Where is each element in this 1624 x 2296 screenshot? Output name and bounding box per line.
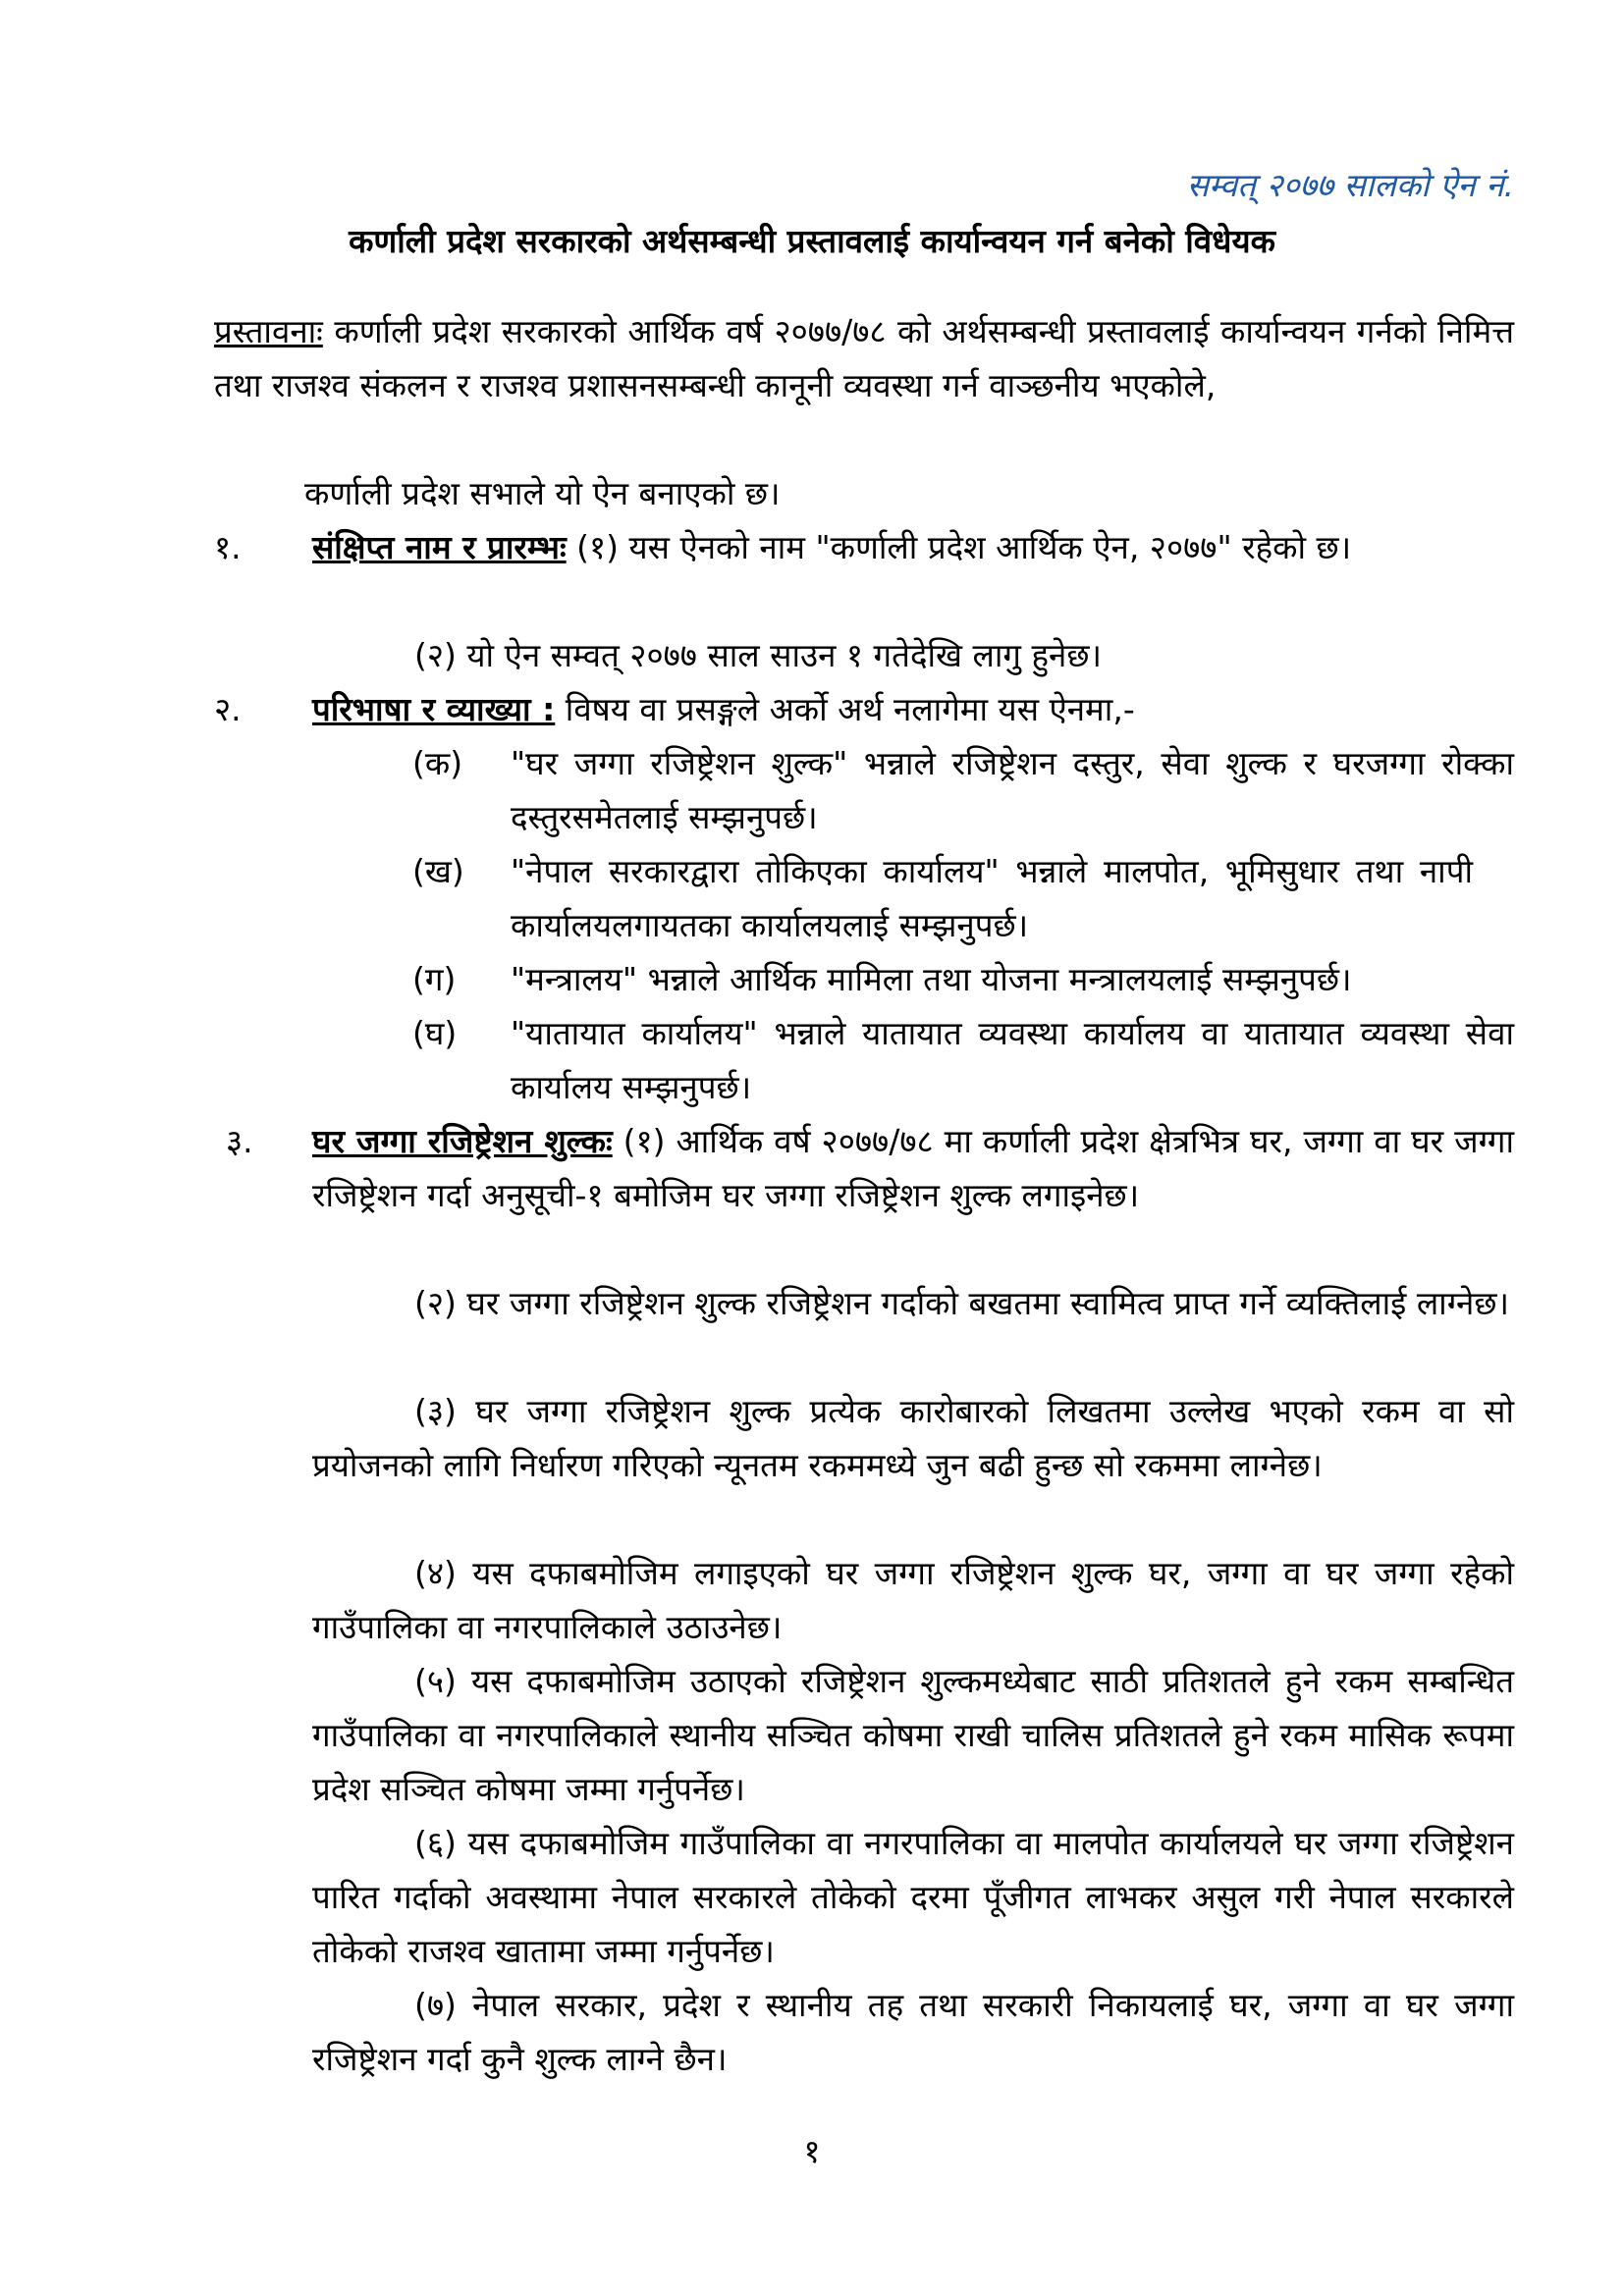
section-3-sub-6: (६) यस दफाबमोजिम गाउँपालिका वा नगरपालिका वा मालपोत कार्यालयले घर जग्गा रजिष्ट्रेशन पारित गर्दाको अवस्थामा नेपाल सरकारले तोकेको दरमा पूँजीगत लाभकर असुल गरी नेपाल सरकारले तोकेको राजश्व खातामा जम्मा गर्नुपर्नेछ। (312, 1824, 1514, 1970)
section-heading: परिभाषा र व्याख्या : (312, 690, 556, 728)
definition-text: "यातायात कार्यालय" भन्नाले यातायात व्यवस्था कार्यालय वा यातायात व्यवस्था सेवा कार्यालय सम्झनुपर्छ। (511, 1014, 1514, 1106)
enactment-clause: कर्णाली प्रदेश सभाले यो ऐन बनाएको छ। (304, 474, 781, 512)
section-3-sub-2: (२) घर जग्गा रजिष्ट्रेशन शुल्क रजिष्ट्रेशन गर्दाको बखतमा स्वामित्व प्राप्त गर्ने व्यक्तिलाई लाग्नेछ। (414, 1284, 1509, 1322)
section-3-sub-4: (४) यस दफाबमोजिम लगाइएको घर जग्गा रजिष्ट्रेशन शुल्क घर, जग्गा वा घर जग्गा रहेको गाउँपालिका वा नगरपालिकाले उठाउनेछ। (312, 1554, 1514, 1646)
section-3-sub-5: (५) यस दफाबमोजिम उठाएको रजिष्ट्रेशन शुल्कमध्येबाट साठी प्रतिशतले हुने रकम सम्बन्धित गाउँपालिका वा नगरपालिकाले स्थानीय सञ्चित कोषमा राखी चालिस प्रतिशतले हुने रकम मासिक रूपमा प्रदेश सञ्चित कोषमा जम्मा गर्नुपर्नेछ। (312, 1662, 1514, 1808)
section-3-sub-3: (३) घर जग्गा रजिष्ट्रेशन शुल्क प्रत्येक कारोबारको लिखतमा उल्लेख भएको रकम वा सो प्रयोजनको लागि निर्धारण गरिएको न्यूनतम रकममध्ये जुन बढी हुन्छ सो रकममा लाग्नेछ। (312, 1392, 1514, 1484)
section-text: (१) आर्थिक वर्ष २०७७/७८ मा कर्णाली प्रदेश क्षेत्रभित्र घर, जग्गा वा घर जग्गा रजिष्ट्रेशन गर्दा अनुसूची-१ बमोजिम घर जग्गा रजिष्ट्रेशन शुल्क लगाइनेछ। (312, 1122, 1514, 1214)
section-number: १. (214, 528, 242, 566)
section-text: विषय वा प्रसङ्गले अर्को अर्थ नलागेमा यस ऐनमा,- (555, 690, 1135, 728)
definition-label: (क) (412, 744, 463, 782)
section-number: ३. (226, 1122, 253, 1160)
section-text: (१) यस ऐनको नाम "कर्णाली प्रदेश आर्थिक ऐन, २०७७" रहेको छ। (566, 528, 1352, 566)
section-heading: संक्षिप्त नाम र प्रारम्भः (312, 528, 567, 566)
definition-text: "मन्त्रालय" भन्नाले आर्थिक मामिला तथा योजना मन्त्रालयलाई सम्झनुपर्छ। (511, 960, 1352, 998)
definition-label: (ग) (412, 960, 457, 998)
page-number: १ (803, 2132, 821, 2170)
definition-text: "घर जग्गा रजिष्ट्रेशन शुल्क" भन्नाले रजिष्ट्रेशन दस्तुर, सेवा शुल्क र घरजग्गा रोक्का दस्तुरसमेतलाई सम्झनुपर्छ। (511, 744, 1514, 836)
act-number: सम्वत् २०७७ सालको ऐन नं. (1186, 166, 1514, 204)
definition-text: "नेपाल सरकारद्वारा तोकिएका कार्यालय" भन्नाले मालपोत, भूमिसुधार तथा नापी कार्यालयलगायतका कार्यालयलाई सम्झनुपर्छ। (511, 852, 1473, 944)
definition-label: (घ) (412, 1014, 458, 1052)
preamble (214, 304, 1514, 412)
section-heading: घर जग्गा रजिष्ट्रेशन शुल्कः (312, 1122, 613, 1160)
section-1-sub-2: (२) यो ऐन सम्वत् २०७७ साल साउन १ गतेदेखि लागु हुनेछ। (414, 636, 1102, 674)
section-3-sub-7: (७) नेपाल सरकार, प्रदेश र स्थानीय तह तथा सरकारी निकायलाई घर, जग्गा वा घर जग्गा रजिष्ट्रेशन गर्दा कुनै शुल्क लाग्ने छैन। (312, 1986, 1514, 2078)
preamble-text: कर्णाली प्रदेश सरकारको आर्थिक वर्ष २०७७/७८ को अर्थसम्बन्धी प्रस्तावलाई कार्यान्वयन गर्नको निमित्त तथा राजश्व संकलन र राजश्व प्रशासनसम्बन्धी कानूनी व्यवस्था गर्न वाञ्छनीय भएकोले, (214, 312, 1514, 404)
document-title: कर्णाली प्रदेश सरकारको अर्थसम्बन्धी प्रस्तावलाई कार्यान्वयन गर्न बनेको विधेयक (349, 222, 1275, 260)
definition-label: (ख) (412, 852, 464, 890)
section-number: २. (214, 690, 242, 728)
preamble-label: प्रस्तावनाः (214, 312, 323, 350)
